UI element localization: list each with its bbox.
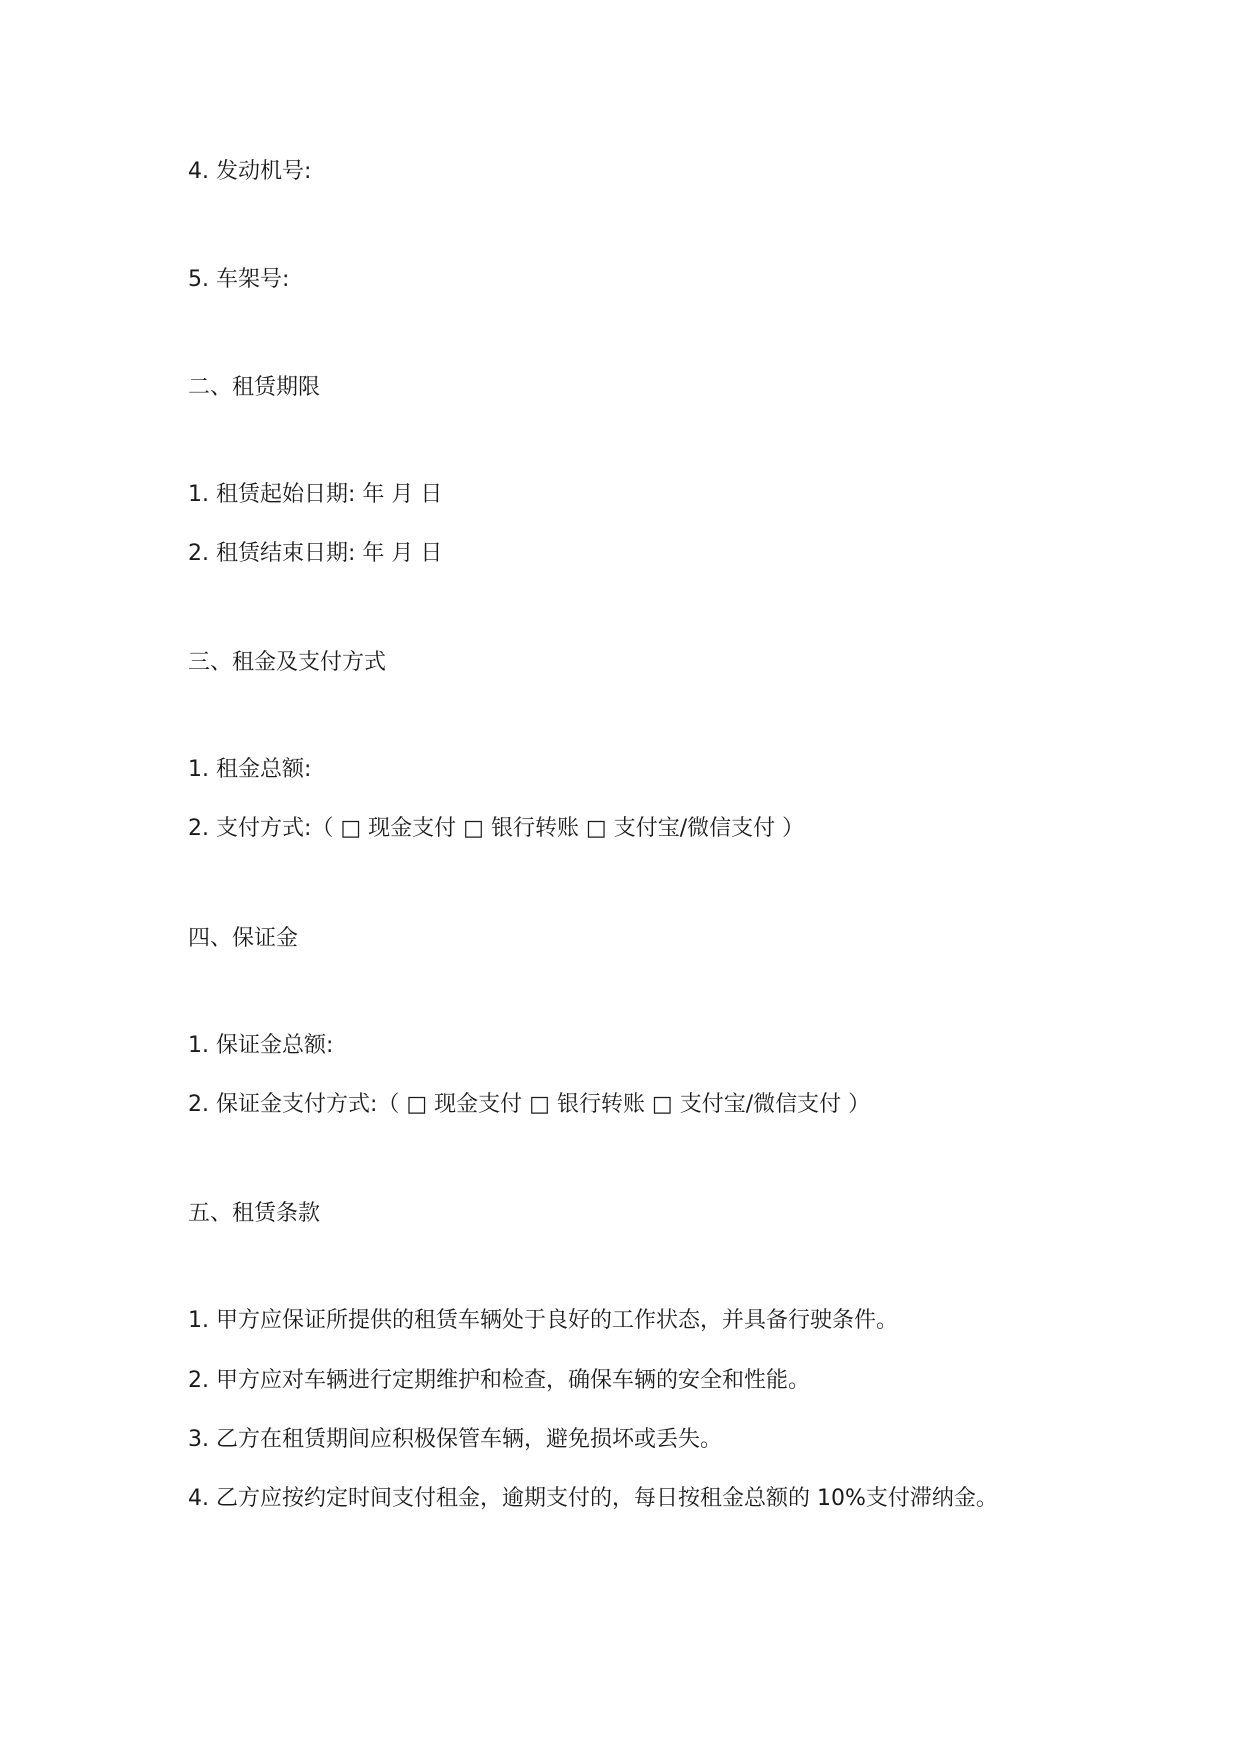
term-item: 2. 甲方应对车辆进行定期维护和检查，确保车辆的安全和性能。	[188, 1368, 810, 1393]
term-item: 3. 乙方在租赁期间应积极保管车辆，避免损坏或丢失。	[188, 1427, 722, 1452]
total-rent-line: 1. 租金总额:	[188, 757, 312, 782]
deposit-payment-method-line: 2. 保证金支付方式:（ □ 现金支付 □ 银行转账 □ 支付宝/微信支付 ）	[188, 1092, 871, 1117]
section-5-heading: 五、租赁条款	[188, 1201, 321, 1226]
engine-number-line: 4. 发动机号:	[188, 159, 312, 184]
deposit-total-line: 1. 保证金总额:	[188, 1033, 334, 1058]
frame-number-line: 5. 车架号:	[188, 267, 290, 292]
payment-method-line: 2. 支付方式:（ □ 现金支付 □ 银行转账 □ 支付宝/微信支付 ）	[188, 816, 805, 841]
section-2-heading: 二、租赁期限	[188, 375, 321, 400]
section-3-heading: 三、租金及支付方式	[188, 650, 387, 675]
section-4-heading: 四、保证金	[188, 926, 299, 951]
lease-end-date: 2. 租赁结束日期: 年 月 日	[188, 541, 443, 566]
term-item: 1. 甲方应保证所提供的租赁车辆处于良好的工作状态，并具备行驶条件。	[188, 1308, 898, 1333]
lease-start-date: 1. 租赁起始日期: 年 月 日	[188, 482, 443, 507]
term-item: 4. 乙方应按约定时间支付租金，逾期支付的，每日按租金总额的 10%支付滞纳金。	[188, 1486, 998, 1511]
